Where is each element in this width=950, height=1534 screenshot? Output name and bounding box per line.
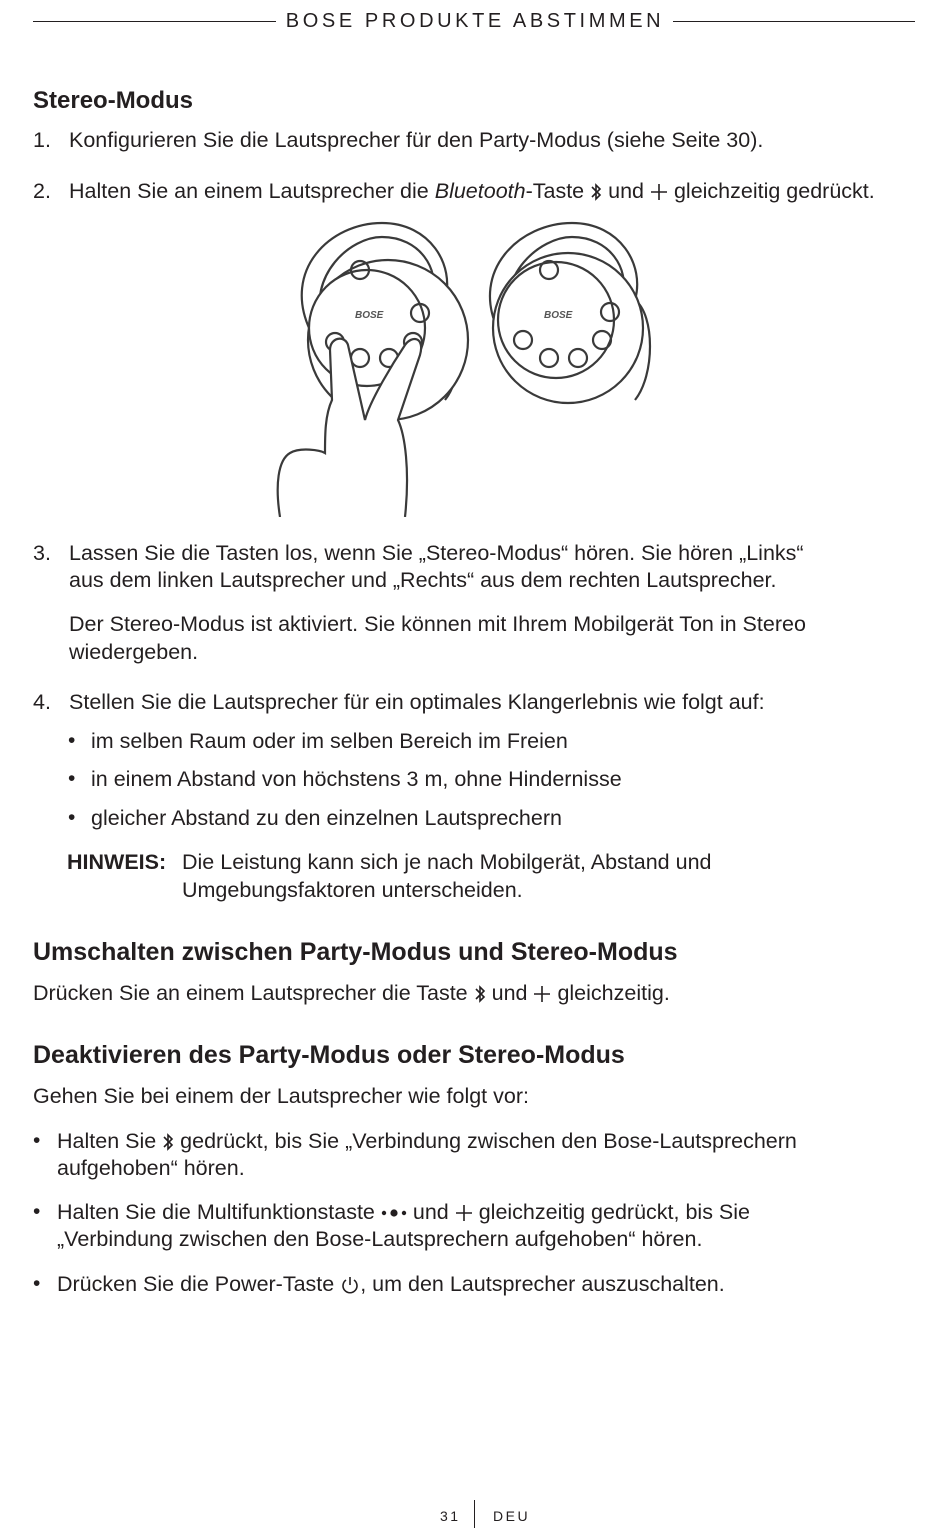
step-number: 1.: [33, 128, 51, 152]
deactivate-bullet3: [57, 1270, 725, 1298]
hand: [278, 339, 421, 517]
step2-and: und: [608, 179, 644, 203]
b2-and: und: [412, 1200, 449, 1224]
deactivate-bullet2: [57, 1198, 750, 1226]
bullet-dot: •: [33, 1200, 41, 1223]
bullet-dot: •: [68, 806, 76, 829]
stereo-heading: Stereo-Modus: [33, 87, 194, 114]
step1-text: Konfigurieren Sie die Lautsprecher für den Party-Modus (siehe Seite 30).: [69, 128, 764, 152]
step4-text: Stellen Sie die Lautsprecher für ein optimales Klangerlebnis wie folgt auf:: [69, 690, 765, 714]
header-rule-right: [673, 21, 915, 22]
bluetooth-icon: [162, 1132, 174, 1152]
step-number: 2.: [33, 179, 51, 203]
bluetooth-icon: [474, 984, 486, 1004]
note-label: HINWEIS:: [67, 850, 167, 874]
step2-text: [69, 177, 875, 205]
b2-line2: „Verbindung zwischen den Bose-Lautsprechern aufgehoben“ hören.: [57, 1227, 703, 1251]
multifunction-icon: [381, 1207, 407, 1219]
step2-pre: Halten Sie an einem Lautsprecher die: [69, 179, 435, 203]
left-brand-logo: BOSE: [355, 310, 384, 321]
bullet-dot: •: [33, 1272, 41, 1295]
b3-pre: Drücken Sie die Power-Taste: [57, 1272, 335, 1296]
power-icon: [340, 1275, 360, 1295]
deactivate-heading: Deaktivieren des Party-Modus oder Stereo-Modus: [33, 1041, 625, 1069]
language-code: DEU: [493, 1508, 531, 1524]
note-line2: Umgebungsfaktoren unterscheiden.: [182, 878, 523, 902]
speaker-illustration: [270, 215, 660, 517]
step-number: 4.: [33, 690, 51, 714]
list-item: gleicher Abstand zu den einzelnen Lautsprechern: [91, 806, 562, 830]
step3-para-line2: wiedergeben.: [69, 640, 199, 664]
header-rule-left: [33, 21, 276, 22]
bullet-dot: •: [68, 767, 76, 790]
footer-separator: [474, 1500, 475, 1528]
deactivate-bullet1: [57, 1127, 797, 1155]
bullet-dot: •: [68, 729, 76, 752]
switch-and: und: [491, 981, 528, 1005]
b3-post: , um den Lautsprecher auszuschalten.: [360, 1272, 725, 1296]
page-footer: [0, 1500, 950, 1530]
list-item: im selben Raum oder im selben Bereich im Freien: [91, 729, 568, 753]
b1-post: gedrückt, bis Sie „Verbindung zwischen den Bose-Lautsprechern: [180, 1129, 797, 1153]
header-title: BOSE PRODUKTE ABSTIMMEN: [285, 10, 665, 32]
page-header: [33, 8, 915, 34]
b2-pre: Halten Sie die Multifunktionstaste: [57, 1200, 375, 1224]
b1-pre: Halten Sie: [57, 1129, 157, 1153]
bullet-dot: •: [33, 1129, 41, 1152]
step3-line1: Lassen Sie die Tasten los, wenn Sie „Stereo-Modus“ hören. Sie hören „Links“: [69, 541, 804, 565]
right-brand-logo: BOSE: [544, 310, 573, 321]
step2-mid: -Taste: [525, 179, 585, 203]
switch-text: [33, 979, 670, 1007]
step3-line2: aus dem linken Lautsprecher und „Rechts“ aus dem rechten Lautsprecher.: [69, 568, 777, 592]
switch-heading: Umschalten zwischen Party-Modus und Stereo-Modus: [33, 938, 678, 966]
step2-italic: Bluetooth: [434, 179, 526, 203]
plus-icon: [650, 183, 668, 201]
bluetooth-icon: [590, 182, 602, 202]
step2-post: gleichzeitig gedrückt.: [673, 179, 875, 203]
list-item: in einem Abstand von höchstens 3 m, ohne Hindernisse: [91, 767, 622, 791]
switch-pre: Drücken Sie an einem Lautsprecher die Taste: [33, 981, 468, 1005]
page-number: 31: [440, 1508, 461, 1524]
plus-icon: [455, 1204, 473, 1222]
b1-line2: aufgehoben“ hören.: [57, 1156, 245, 1180]
step3-para-line1: Der Stereo-Modus ist aktiviert. Sie können mit Ihrem Mobilgerät Ton in Stereo: [69, 612, 806, 636]
note-line1: Die Leistung kann sich je nach Mobilgerät, Abstand und: [182, 850, 712, 874]
b2-post: gleichzeitig gedrückt, bis Sie: [478, 1200, 750, 1224]
plus-icon: [533, 985, 551, 1003]
switch-post: gleichzeitig.: [557, 981, 670, 1005]
step-number: 3.: [33, 541, 51, 565]
deactivate-intro: Gehen Sie bei einem der Lautsprecher wie folgt vor:: [33, 1084, 529, 1108]
